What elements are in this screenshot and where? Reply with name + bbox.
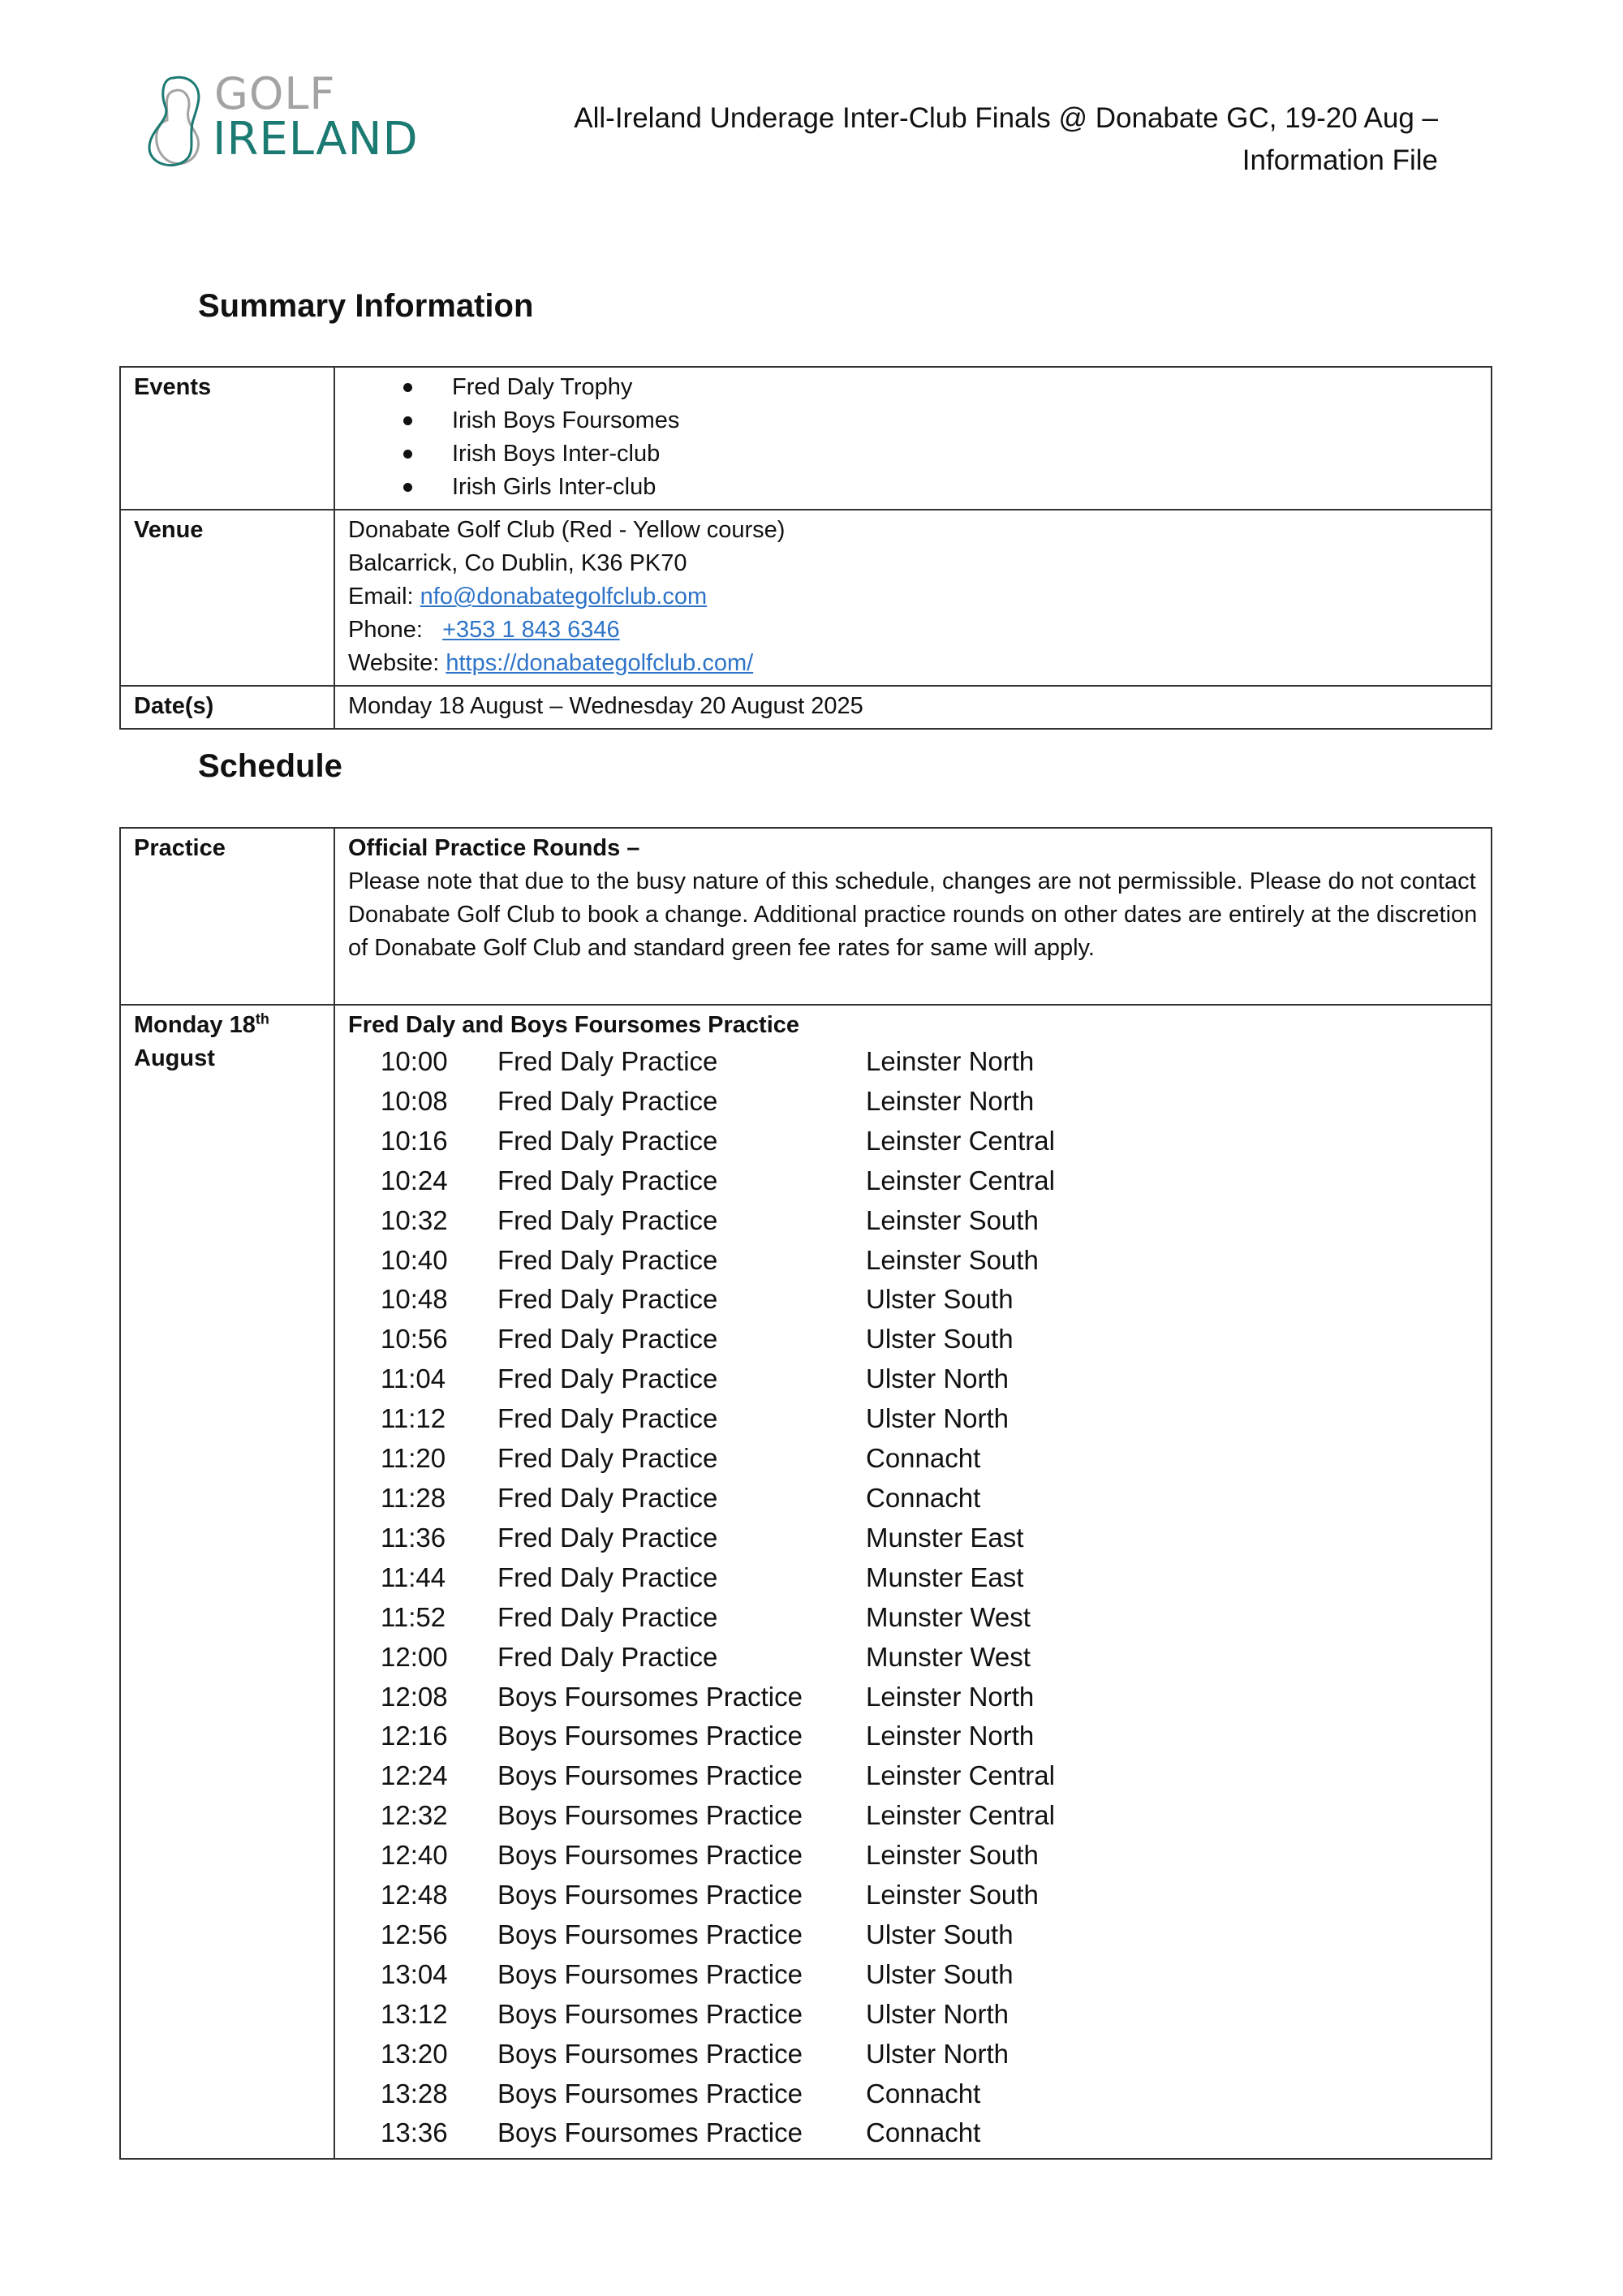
tee-time: 12:00 — [381, 1641, 448, 1672]
tee-region: Munster East — [866, 1522, 1024, 1553]
tee-event: Fred Daly Practice — [497, 1324, 718, 1355]
tee-time-row — [348, 1756, 1478, 1796]
tee-time: 10:32 — [381, 1204, 448, 1235]
tee-time: 11:28 — [381, 1482, 446, 1513]
tee-region: Ulster South — [866, 1284, 1014, 1315]
tee-time-row — [348, 1241, 1478, 1281]
tee-time: 11:36 — [381, 1522, 446, 1553]
tee-event: Fred Daly Practice — [497, 1601, 718, 1632]
tee-time-row — [348, 1796, 1478, 1836]
tee-time: 12:48 — [381, 1880, 448, 1910]
tee-time: 13:20 — [381, 2038, 448, 2069]
monday-row — [120, 1005, 1492, 2159]
practice-title: Official Practice Rounds – — [348, 835, 640, 861]
tee-time-row — [348, 1042, 1478, 1082]
tee-time-row — [348, 1280, 1478, 1320]
tee-time-row — [348, 1638, 1478, 1678]
tee-time-row — [348, 1161, 1478, 1201]
tee-time: 10:40 — [381, 1244, 448, 1275]
practice-row — [120, 828, 1492, 1005]
tee-region: Munster West — [866, 1601, 1031, 1632]
tee-event: Fred Daly Practice — [497, 1085, 718, 1116]
tee-region: Leinster North — [866, 1085, 1035, 1116]
website-label: Website: — [348, 650, 440, 676]
monday-tee-times — [348, 1042, 1478, 2153]
email-label: Email: — [348, 584, 414, 610]
tee-event: Fred Daly Practice — [497, 1443, 718, 1474]
tee-time: 12:40 — [381, 1840, 448, 1871]
monday-label-sup: th — [255, 1010, 269, 1027]
tee-time: 11:52 — [381, 1601, 446, 1632]
tee-event: Boys Foursomes Practice — [497, 1721, 803, 1751]
tee-time-row — [348, 2113, 1478, 2153]
monday-title: Fred Daly and Boys Foursomes Practice — [348, 1012, 800, 1038]
tee-region: Munster East — [866, 1562, 1024, 1592]
practice-label: Practice — [120, 828, 334, 1005]
event-item: Irish Girls Inter-club — [403, 471, 1478, 504]
tee-event: Boys Foursomes Practice — [497, 1681, 803, 1712]
tee-region: Leinster Central — [866, 1760, 1055, 1791]
tee-event: Fred Daly Practice — [497, 1363, 718, 1394]
tee-region: Leinster South — [866, 1204, 1039, 1235]
phone-label: Phone: — [348, 617, 423, 643]
tee-event: Boys Foursomes Practice — [497, 1880, 803, 1910]
venue-email-line — [348, 580, 1478, 614]
monday-label-day: Monday 18 — [134, 1012, 256, 1038]
tee-event: Boys Foursomes Practice — [497, 1800, 803, 1831]
tee-event: Boys Foursomes Practice — [497, 1840, 803, 1871]
phone-link[interactable]: +353 1 843 6346 — [442, 617, 620, 643]
tee-time-row — [348, 1558, 1478, 1598]
header-title-line-1: All-Ireland Underage Inter-Club Finals @ Donabate GC, 19-20 Aug – — [574, 102, 1438, 134]
website-link[interactable]: https://donabategolfclub.com/ — [446, 650, 754, 676]
tee-time: 13:04 — [381, 1958, 448, 1989]
tee-region: Leinster South — [866, 1880, 1039, 1910]
tee-event: Fred Daly Practice — [497, 1641, 718, 1672]
tee-region: Leinster Central — [866, 1800, 1055, 1831]
dates-value: Monday 18 August – Wednesday 20 August 2025 — [334, 686, 1492, 729]
tee-region: Ulster South — [866, 1919, 1014, 1949]
summary-table — [119, 366, 1492, 730]
event-item: Fred Daly Trophy — [403, 371, 1478, 404]
tee-region: Ulster South — [866, 1324, 1014, 1355]
tee-time-row — [348, 1678, 1478, 1717]
venue-address: Balcarrick, Co Dublin, K36 PK70 — [348, 550, 687, 576]
tee-region: Connacht — [866, 2117, 981, 2148]
tee-event: Fred Daly Practice — [497, 1046, 718, 1076]
tee-region: Ulster North — [866, 1363, 1010, 1394]
tee-event: Fred Daly Practice — [497, 1482, 718, 1513]
tee-time-row — [348, 1836, 1478, 1876]
tee-time: 11:12 — [381, 1403, 446, 1434]
tee-event: Boys Foursomes Practice — [497, 1760, 803, 1791]
tee-time-row — [348, 1717, 1478, 1756]
tee-event: Fred Daly Practice — [497, 1244, 718, 1275]
tee-time-row — [348, 1915, 1478, 1955]
tee-region: Leinster South — [866, 1840, 1039, 1871]
schedule-heading: Schedule — [198, 748, 342, 784]
venue-row — [120, 510, 1492, 686]
tee-time: 11:44 — [381, 1562, 446, 1592]
tee-time-row — [348, 1598, 1478, 1638]
tee-time-row — [348, 1995, 1478, 2035]
tee-time: 12:24 — [381, 1760, 448, 1791]
tee-region: Leinster South — [866, 1244, 1039, 1275]
tee-time: 11:20 — [381, 1443, 446, 1474]
logo-text-ireland: IRELAND — [213, 113, 419, 166]
tee-event: Fred Daly Practice — [497, 1204, 718, 1235]
tee-time-row — [348, 1082, 1478, 1122]
tee-time-row — [348, 1439, 1478, 1479]
summary-heading: Summary Information — [198, 288, 534, 324]
golf-ireland-logo — [143, 68, 443, 170]
events-label: Events — [120, 367, 334, 510]
tee-time-row — [348, 1359, 1478, 1399]
logo-text-golf: GOLF — [214, 68, 336, 119]
tee-time: 12:32 — [381, 1800, 448, 1831]
tee-region: Connacht — [866, 1482, 981, 1513]
tee-event: Boys Foursomes Practice — [497, 2078, 803, 2109]
tee-event: Fred Daly Practice — [497, 1562, 718, 1592]
tee-time-row — [348, 1201, 1478, 1241]
practice-cell — [334, 828, 1492, 1005]
tee-time-row — [348, 1399, 1478, 1439]
tee-time-row — [348, 1320, 1478, 1359]
tee-time-row — [348, 1479, 1478, 1518]
golf-ireland-outline-icon — [143, 73, 216, 170]
tee-time: 10:48 — [381, 1284, 448, 1315]
tee-event: Boys Foursomes Practice — [497, 1919, 803, 1949]
tee-time-row — [348, 2035, 1478, 2074]
tee-event: Boys Foursomes Practice — [497, 2117, 803, 2148]
tee-event: Boys Foursomes Practice — [497, 1958, 803, 1989]
tee-time: 13:12 — [381, 1998, 448, 2029]
tee-time: 13:36 — [381, 2117, 448, 2148]
tee-region: Leinster North — [866, 1681, 1035, 1712]
tee-time: 10:08 — [381, 1085, 448, 1116]
tee-region: Leinster North — [866, 1046, 1035, 1076]
venue-phone-line — [348, 614, 1478, 647]
tee-region: Connacht — [866, 2078, 981, 2109]
event-item: Irish Boys Inter-club — [403, 437, 1478, 471]
tee-time-row — [348, 1122, 1478, 1161]
tee-region: Leinster North — [866, 1721, 1035, 1751]
event-item: Irish Boys Foursomes — [403, 404, 1478, 437]
tee-region: Ulster North — [866, 2038, 1010, 2069]
tee-time-row — [348, 1876, 1478, 1915]
tee-event: Fred Daly Practice — [497, 1522, 718, 1553]
tee-event: Boys Foursomes Practice — [497, 2038, 803, 2069]
tee-time: 12:08 — [381, 1681, 448, 1712]
header-title-line-2: Information File — [1242, 144, 1438, 176]
tee-time: 13:28 — [381, 2078, 448, 2109]
events-row — [120, 367, 1492, 510]
tee-event: Fred Daly Practice — [497, 1403, 718, 1434]
tee-event: Boys Foursomes Practice — [497, 1998, 803, 2029]
tee-event: Fred Daly Practice — [497, 1284, 718, 1315]
tee-region: Leinster Central — [866, 1125, 1055, 1156]
tee-time: 10:16 — [381, 1125, 448, 1156]
document-header-title — [505, 97, 1438, 182]
tee-time-row — [348, 1955, 1478, 1995]
tee-time: 12:56 — [381, 1919, 448, 1949]
tee-time: 10:56 — [381, 1324, 448, 1355]
tee-region: Munster West — [866, 1641, 1031, 1672]
tee-region: Ulster North — [866, 1403, 1010, 1434]
venue-label: Venue — [120, 510, 334, 686]
tee-region: Connacht — [866, 1443, 981, 1474]
venue-name: Donabate Golf Club (Red - Yellow course) — [348, 517, 786, 543]
tee-time: 10:00 — [381, 1046, 448, 1076]
dates-row — [120, 686, 1492, 729]
venue-website-line — [348, 647, 1478, 680]
practice-note: Please note that due to the busy nature of this schedule, changes are not permissible. Please do not contact Donabate Golf Club to book a change. Additional practice rounds on other dates are entirely at the discretion of Donabate Golf Club and standard green fee rates for same will apply. — [348, 868, 1478, 961]
schedule-table — [119, 827, 1492, 2160]
tee-region: Ulster South — [866, 1958, 1014, 1989]
tee-event: Fred Daly Practice — [497, 1165, 718, 1195]
venue-cell — [334, 510, 1492, 686]
monday-label-month: August — [134, 1045, 215, 1071]
tee-time: 10:24 — [381, 1165, 448, 1195]
tee-time: 11:04 — [381, 1363, 446, 1394]
tee-time: 12:16 — [381, 1721, 448, 1751]
tee-event: Fred Daly Practice — [497, 1125, 718, 1156]
email-link[interactable]: nfo@donabategolfclub.com — [420, 584, 708, 610]
monday-cell — [334, 1005, 1492, 2159]
tee-time-row — [348, 2074, 1478, 2114]
monday-label — [120, 1005, 334, 2159]
tee-region: Leinster Central — [866, 1165, 1055, 1195]
tee-time-row — [348, 1518, 1478, 1558]
events-cell — [334, 367, 1492, 510]
tee-region: Ulster North — [866, 1998, 1010, 2029]
dates-label: Date(s) — [120, 686, 334, 729]
events-list — [348, 371, 1478, 504]
